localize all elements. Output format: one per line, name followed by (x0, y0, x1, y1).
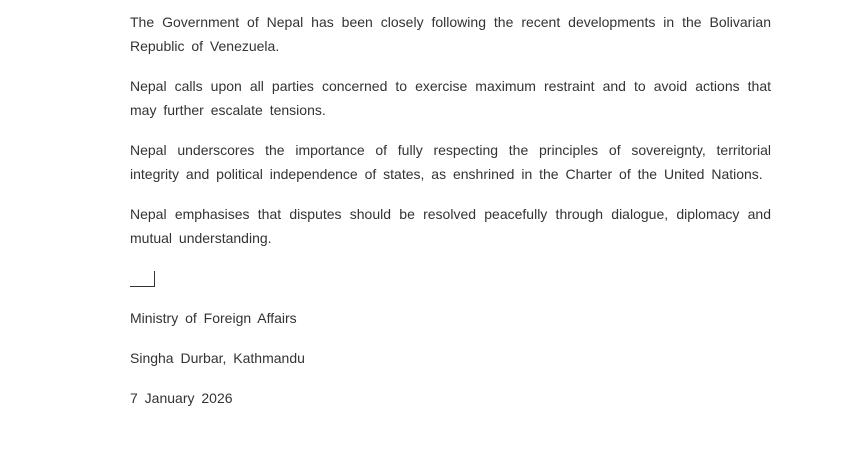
ministry-location: Singha Durbar, Kathmandu (130, 350, 305, 366)
statement-paragraph-1: The Government of Nepal has been closely following the recent developments in the Bolivarian Republic of Venezuela. (130, 14, 771, 54)
statement-paragraph-3: Nepal underscores the importance of fully respecting the principles of sovereignty, territorial integrity and political independence of states, as enshrined in the Charter of the United Nations. (130, 142, 771, 182)
cursor-underline (130, 286, 154, 287)
statement-paragraph-4: Nepal emphasises that disputes should be resolved peacefully through dialogue, diplomacy and mutual understanding. (130, 206, 771, 246)
ministry-name: Ministry of Foreign Affairs (130, 310, 297, 326)
text-caret-icon (154, 271, 155, 287)
statement-paragraph-2: Nepal calls upon all parties concerned to exercise maximum restraint and to avoid actions that may further escalate tensions. (130, 78, 771, 118)
statement-date: 7 January 2026 (130, 390, 233, 406)
press-statement (130, 10, 771, 426)
text-cursor-marker (130, 266, 771, 290)
